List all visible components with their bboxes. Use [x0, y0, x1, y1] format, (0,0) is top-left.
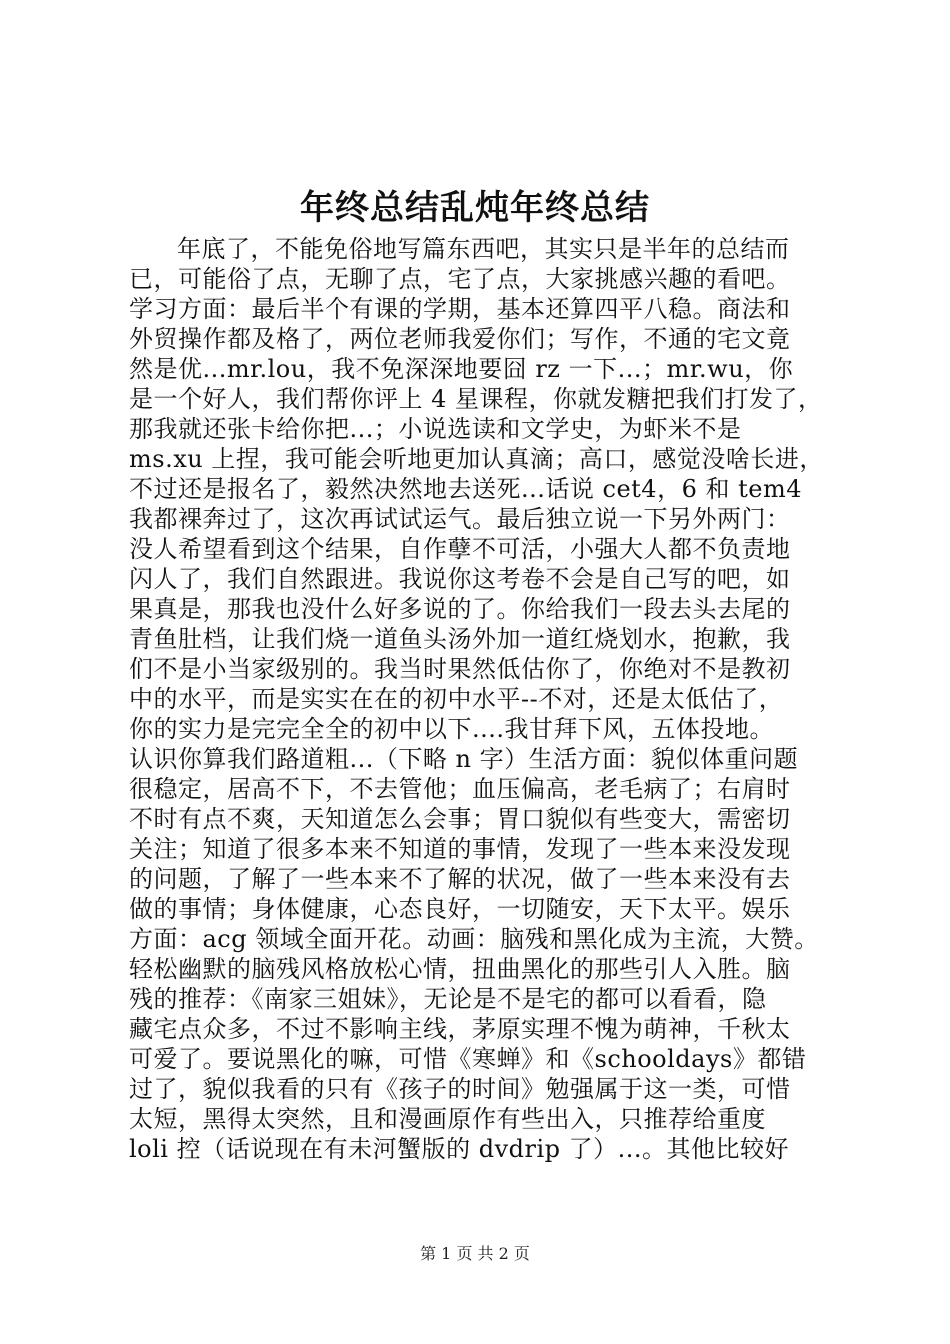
text-line: 们不是小当家级别的。我当时果然低估你了，你绝对不是教初 — [129, 655, 791, 683]
text-line: loli 控（话说现在有未河蟹版的 dvdrip 了）...。其他比较好 — [129, 1135, 790, 1163]
text-line: 很稳定，居高不下，不去管他；血压偏高，老毛病了；右肩时 — [129, 775, 791, 803]
text-line: 认识你算我们路道粗...（下略 n 字）生活方面：貌似体重问题 — [129, 745, 799, 773]
page-number: 第 1 页 共 2 页 — [420, 1244, 530, 1263]
text-line: 的问题，了解了一些本来不了解的状况，做了一些本来没有去 — [129, 865, 791, 893]
text-line: 关注；知道了很多本来不知道的事情，发现了一些本来没发现 — [129, 835, 791, 863]
text-line: 我都裸奔过了，这次再试试运气。最后独立说一下另外两门： — [129, 505, 791, 533]
text-line: 可爱了。要说黑化的嘛，可惜《寒蝉》和《schooldays》都错 — [129, 1045, 807, 1073]
text-line: 闪人了，我们自然跟进。我说你这考卷不会是自己写的吧，如 — [129, 565, 791, 593]
text-line: 轻松幽默的脑残风格放松心情，扭曲黑化的那些引人入胜。脑 — [129, 955, 791, 983]
text-line: ms.xu 上捏，我可能会听地更加认真滴；高口，感觉没啥长进， — [129, 445, 824, 473]
text-line: 太短，黑得太突然，且和漫画原作有些出入，只推荐给重度 — [129, 1105, 766, 1133]
text-line: 然是优...mr.lou，我不免深深地要囧 rz 一下...；mr.wu，你 — [129, 355, 794, 383]
body-text — [129, 234, 829, 1164]
text-line: 外贸操作都及格了，两位老师我爱你们；写作，不通的宅文竟 — [129, 325, 791, 353]
text-line: 那我就还张卡给你把...；小说选读和文学史，为虾米不是 — [129, 415, 742, 443]
text-line: 青鱼肚档，让我们烧一道鱼头汤外加一道红烧划水，抱歉，我 — [129, 625, 791, 653]
text-line: 是一个好人，我们帮你评上 4 星课程，你就发糖把我们打发了， — [129, 385, 823, 413]
text-line: 过了，貌似我看的只有《孩子的时间》勉强属于这一类，可惜 — [129, 1075, 791, 1103]
document-title: 年终总结乱炖年终总结 — [300, 188, 650, 228]
text-line: 你的实力是完完全全的初中以下....我甘拜下风，五体投地。 — [129, 715, 775, 743]
text-line: 方面：acg 领域全面开花。动画：脑残和黑化成为主流，大赞。 — [129, 925, 819, 953]
text-line: 中的水平，而是实实在在的初中水平--不对，还是太低估了， — [129, 685, 784, 713]
text-line: 不时有点不爽，天知道怎么会事；胃口貌似有些变大，需密切 — [129, 805, 791, 833]
text-line: 年底了，不能免俗地写篇东西吧，其实只是半年的总结而 — [177, 235, 790, 263]
text-line: 残的推荐：《南家三姐妹》，无论是不是宅的都可以看看，隐 — [129, 985, 767, 1013]
text-line: 没人希望看到这个结果，自作孽不可活，小强大人都不负责地 — [129, 535, 791, 563]
text-line: 藏宅点众多，不过不影响主线，茅原实理不愧为萌神，千秋太 — [129, 1015, 791, 1043]
text-line: 已，可能俗了点，无聊了点，宅了点，大家挑感兴趣的看吧。 — [129, 265, 791, 293]
page-footer — [0, 1243, 950, 1265]
text-line: 果真是，那我也没什么好多说的了。你给我们一段去头去尾的 — [129, 595, 791, 623]
text-line: 做的事情；身体健康，心态良好，一切随安，天下太平。娱乐 — [129, 895, 791, 923]
text-line: 学习方面：最后半个有课的学期，基本还算四平八稳。商法和 — [129, 295, 791, 323]
text-line: 不过还是报名了，毅然决然地去送死...话说 cet4，6 和 tem4 — [129, 475, 802, 503]
